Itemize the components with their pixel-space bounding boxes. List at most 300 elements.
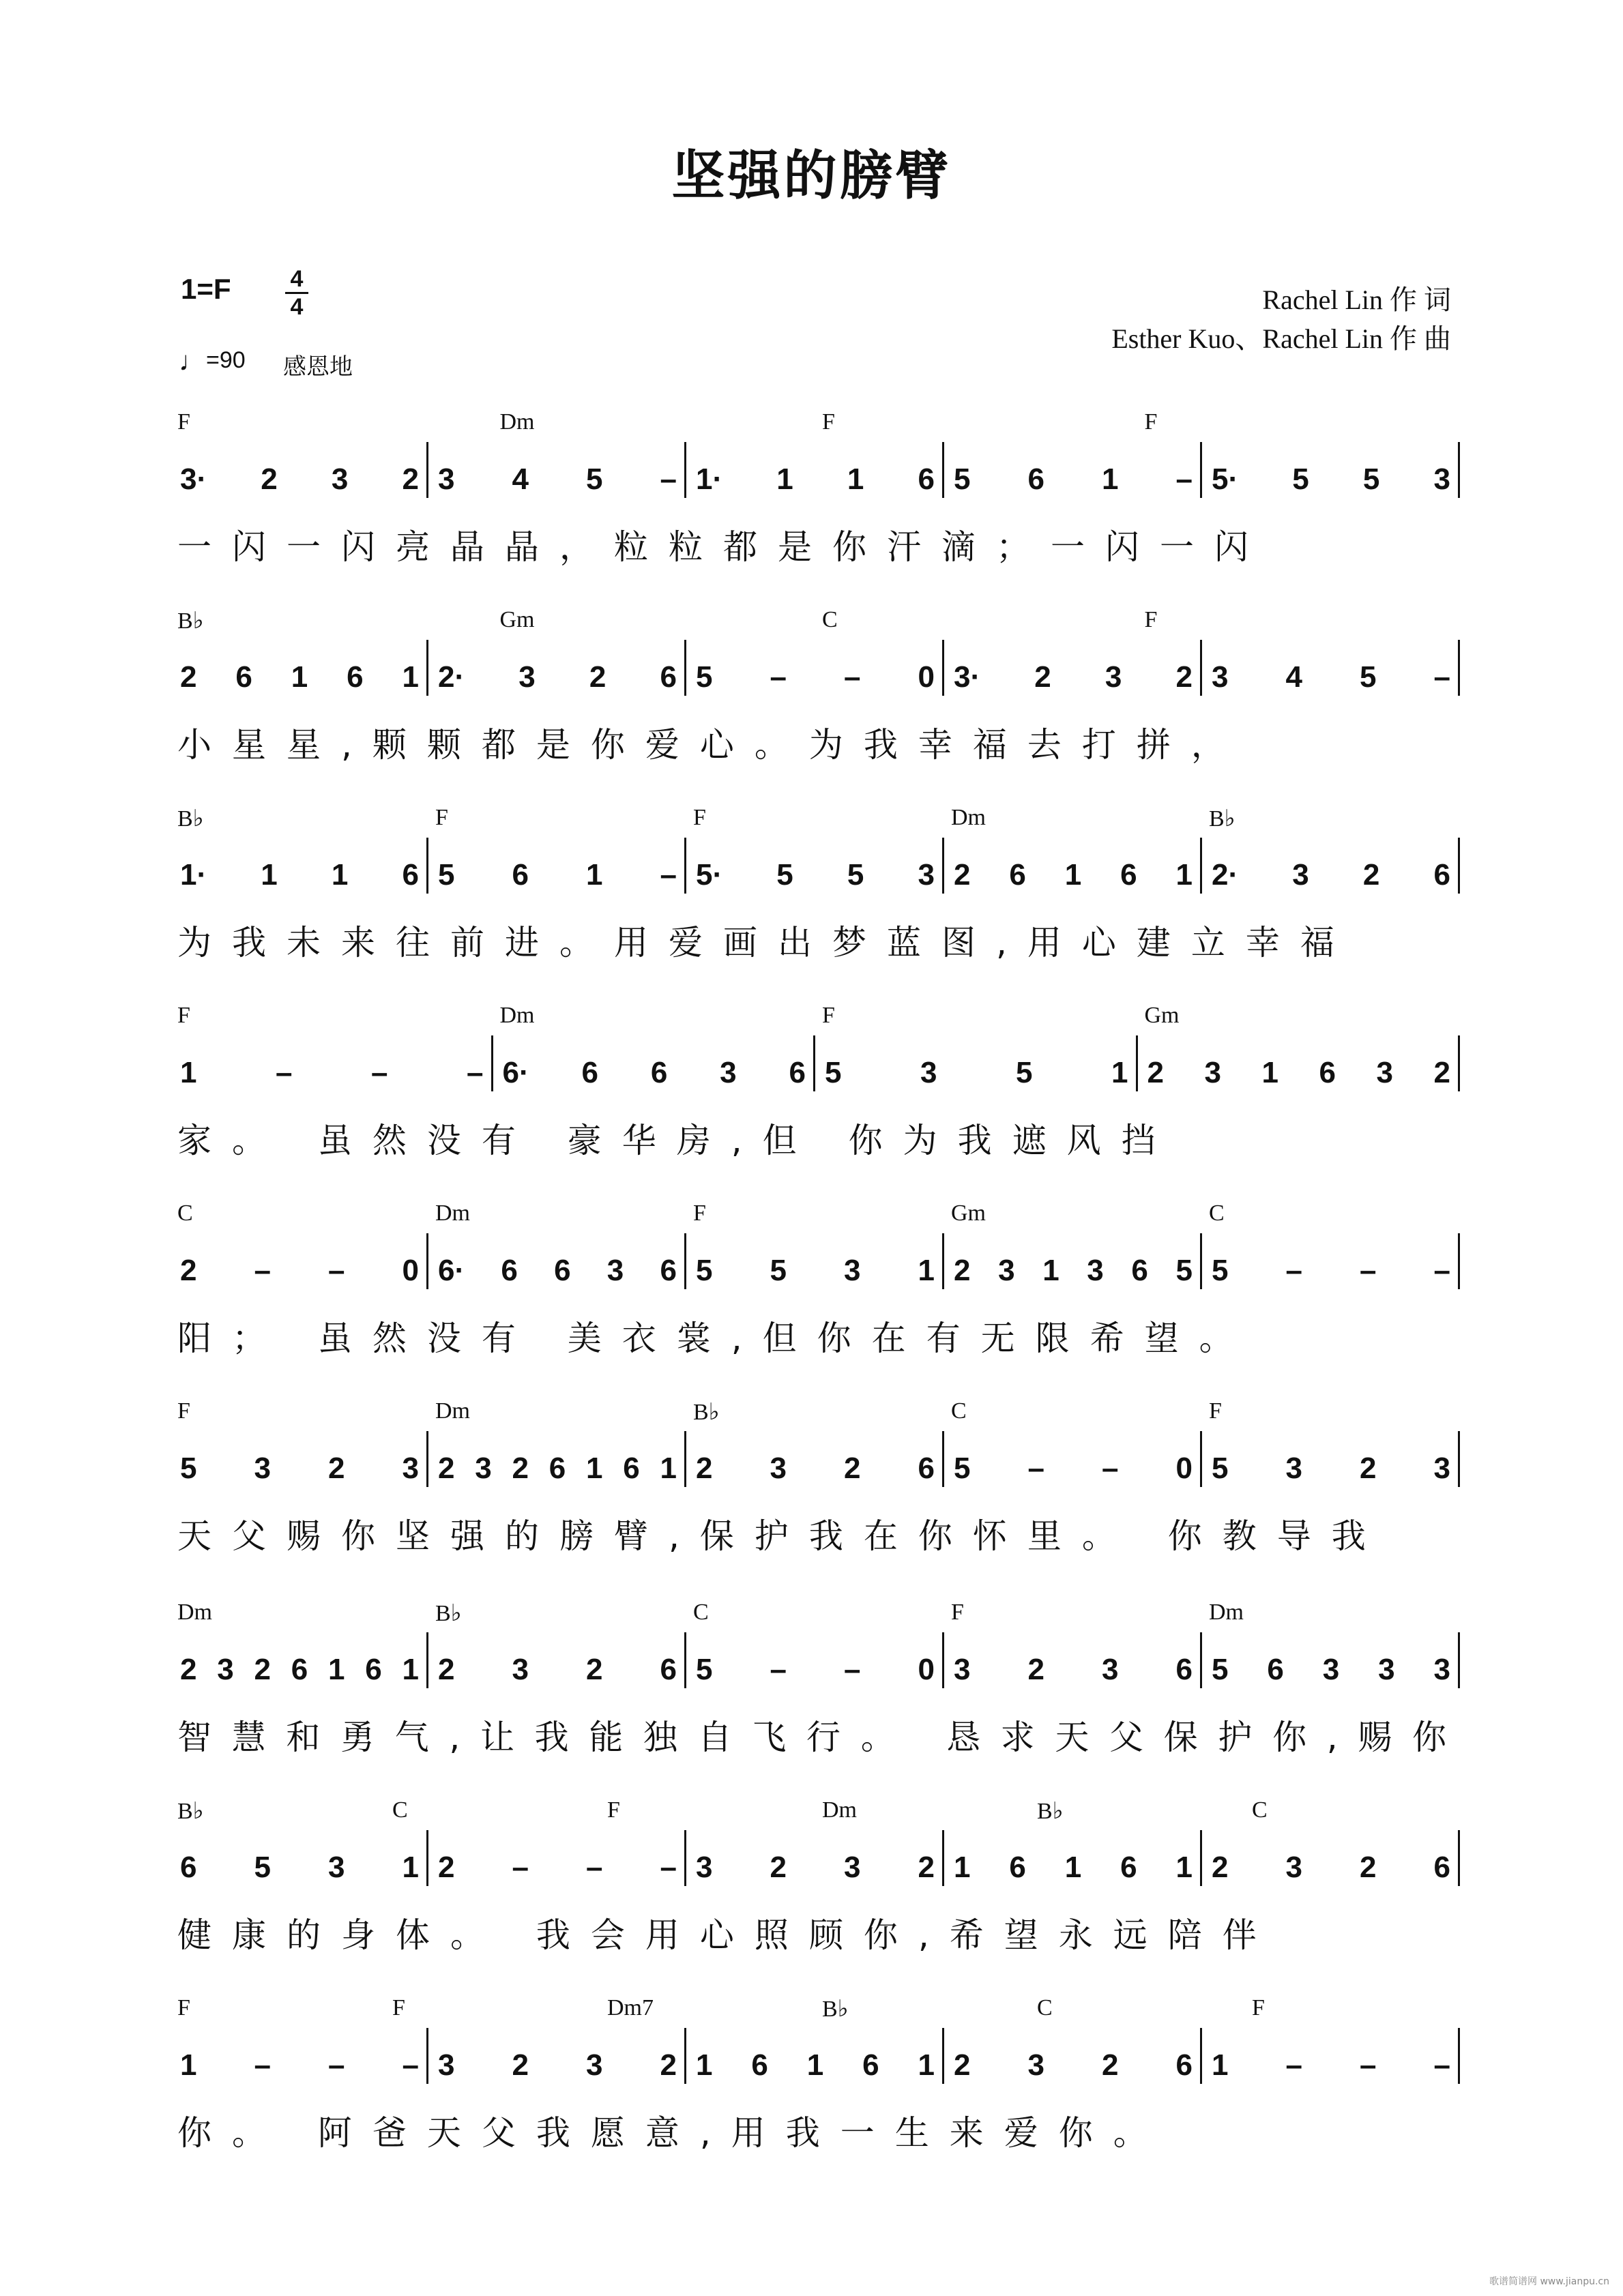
measure xyxy=(1212,660,1450,694)
measure xyxy=(954,1254,1193,1288)
chord-symbol: B♭ xyxy=(822,1997,849,2022)
note: 3 xyxy=(217,1653,234,1686)
note: 3 xyxy=(844,1254,861,1287)
note: 6 xyxy=(1120,858,1137,892)
lyrics-line: 健康的身体。 我会用心照顾你,希望永远陪伴 xyxy=(177,1915,1277,1955)
note: 1 xyxy=(806,2048,824,2082)
note: 2 xyxy=(402,462,419,496)
barline xyxy=(1200,1233,1202,1289)
measure xyxy=(696,660,935,694)
note: – xyxy=(844,660,861,694)
barline xyxy=(1136,1035,1138,1091)
chord-symbol: B♭ xyxy=(177,806,204,831)
measure xyxy=(1212,1452,1450,1486)
note: 2 xyxy=(512,2048,529,2082)
measure xyxy=(438,1653,677,1687)
note: 6 xyxy=(789,1056,806,1089)
note: 6 xyxy=(235,660,252,694)
note: – xyxy=(1360,1254,1377,1287)
chord-symbol: Gm xyxy=(951,1201,986,1226)
note: 2 xyxy=(1175,660,1193,694)
note: 6 xyxy=(1319,1056,1336,1089)
note: 0 xyxy=(402,1254,419,1287)
note: 6 xyxy=(918,1452,935,1485)
time-signature-bottom: 4 xyxy=(290,294,304,320)
note: 5 xyxy=(776,858,793,892)
barline xyxy=(942,640,944,696)
measure xyxy=(954,660,1193,694)
measure xyxy=(954,1851,1193,1885)
note: 3 xyxy=(331,462,349,496)
note: 2 xyxy=(954,2048,971,2082)
note: 1 xyxy=(328,1653,345,1686)
measure xyxy=(1147,1056,1451,1090)
note: 3 xyxy=(254,1452,271,1485)
measure xyxy=(503,1056,806,1090)
note: 3 xyxy=(1433,1452,1450,1485)
expression-marking: 感恩地 xyxy=(283,353,353,381)
measure xyxy=(1212,462,1450,497)
barline xyxy=(1458,838,1460,894)
note: 2 xyxy=(438,1653,455,1686)
note: 5 xyxy=(1292,462,1309,496)
measure xyxy=(825,1056,1128,1090)
measure xyxy=(696,1653,935,1687)
note: – xyxy=(660,858,677,892)
note: 5· xyxy=(1212,462,1239,496)
note: 6 xyxy=(347,660,364,694)
note: 6 xyxy=(650,1056,668,1089)
chord-symbol: B♭ xyxy=(693,1400,720,1425)
chord-symbol: C xyxy=(1252,1797,1268,1823)
note: 1 xyxy=(180,2048,197,2082)
chord-symbol: Dm xyxy=(177,1600,212,1625)
music-system xyxy=(171,1201,1467,1398)
note: – xyxy=(254,2048,271,2082)
note: 0 xyxy=(918,1653,935,1686)
note: 1 xyxy=(1111,1056,1128,1089)
barline xyxy=(684,838,686,894)
music-system xyxy=(171,1995,1467,2193)
note: 3 xyxy=(1433,1653,1450,1686)
note: 3 xyxy=(475,1452,492,1485)
measure xyxy=(954,858,1193,892)
note: – xyxy=(512,1851,529,1884)
note: 4 xyxy=(1285,660,1302,694)
measure xyxy=(696,462,935,497)
note: 2 xyxy=(954,1254,971,1287)
note: 3 xyxy=(1204,1056,1221,1089)
chord-symbol: B♭ xyxy=(177,1799,204,1824)
barline xyxy=(491,1035,493,1091)
note: 3 xyxy=(1027,2048,1044,2082)
note: 6 xyxy=(1131,1254,1148,1287)
note: – xyxy=(1027,1452,1044,1485)
chord-symbol: F xyxy=(607,1797,620,1823)
chord-symbol: B♭ xyxy=(1209,806,1235,831)
note: 3 xyxy=(512,1653,529,1686)
note: 2 xyxy=(1360,1452,1377,1485)
note: – xyxy=(328,1254,345,1287)
note: 6 xyxy=(862,2048,879,2082)
note: 3 xyxy=(402,1452,419,1485)
note: 1 xyxy=(1064,1851,1082,1884)
lyrics-line: 一闪一闪亮晶晶，粒粒都是你汗滴；一闪一闪 xyxy=(177,527,1269,567)
measure xyxy=(696,858,935,892)
barline xyxy=(1200,1632,1202,1688)
note: 6 xyxy=(291,1653,308,1686)
barline xyxy=(1200,1830,1202,1886)
note: 6 xyxy=(1175,2048,1193,2082)
note: 1 xyxy=(1102,462,1119,496)
chord-symbol: B♭ xyxy=(1037,1799,1064,1824)
note: – xyxy=(660,1851,677,1884)
note: 2 xyxy=(1362,858,1380,892)
measure xyxy=(438,1851,677,1885)
note: 5 xyxy=(1212,1254,1229,1287)
quarter-note-icon: ♩ xyxy=(179,347,206,377)
chord-symbol: F xyxy=(177,1995,190,2020)
chord-symbol: F xyxy=(822,409,835,435)
note: 5 xyxy=(696,1254,713,1287)
note: – xyxy=(1433,660,1450,694)
barline xyxy=(942,1830,944,1886)
note: – xyxy=(371,1056,388,1089)
barline xyxy=(426,2028,428,2084)
measure xyxy=(438,1452,677,1486)
lyricist-credit: Rachel Lin 作 词 xyxy=(1262,284,1451,315)
chord-symbol: C xyxy=(392,1797,408,1823)
measure xyxy=(180,660,419,694)
measure xyxy=(180,1653,419,1687)
note: 1 xyxy=(586,1452,603,1485)
note: 6 xyxy=(549,1452,566,1485)
barline xyxy=(1458,442,1460,498)
chord-symbol: F xyxy=(1144,409,1158,435)
note: 5 xyxy=(1362,462,1380,496)
note: 0 xyxy=(918,660,935,694)
barline xyxy=(684,640,686,696)
note: 3 xyxy=(720,1056,737,1089)
note: 2 xyxy=(438,1452,455,1485)
barline xyxy=(1458,1431,1460,1487)
chord-symbol: F xyxy=(435,805,448,830)
note: – xyxy=(1285,1254,1302,1287)
music-system xyxy=(171,805,1467,1003)
note: 1 xyxy=(1064,858,1082,892)
measure xyxy=(180,2048,419,2082)
note: 2 xyxy=(1034,660,1051,694)
chord-symbol: F xyxy=(177,1398,190,1424)
barline xyxy=(426,1233,428,1289)
note: 3 xyxy=(920,1056,937,1089)
tempo-marking xyxy=(179,347,246,377)
note: 1 xyxy=(660,1452,677,1485)
note: 2· xyxy=(438,660,465,694)
note: 6 xyxy=(501,1254,518,1287)
note: 1 xyxy=(847,462,864,496)
chord-symbol: Gm xyxy=(1144,1003,1180,1028)
barline xyxy=(942,442,944,498)
chord-symbol: F xyxy=(693,805,706,830)
note: 1 xyxy=(402,1653,419,1686)
time-signature-top: 4 xyxy=(290,266,304,292)
note: 6 xyxy=(1433,858,1450,892)
note: 1 xyxy=(586,858,603,892)
lyrics-line: 阳； 虽然没有 美衣裳,但你在有无限希望。 xyxy=(177,1319,1254,1358)
barline xyxy=(1458,1035,1460,1091)
chord-symbol: Dm xyxy=(1209,1600,1244,1625)
chord-symbol: Dm xyxy=(822,1797,857,1823)
page-title: 坚强的膀臂 xyxy=(671,145,952,207)
note: 1 xyxy=(1042,1254,1059,1287)
note: 3 xyxy=(1433,462,1450,496)
note: 3 xyxy=(438,2048,455,2082)
note: 3 xyxy=(954,1653,971,1686)
music-system xyxy=(171,409,1467,607)
note: 3 xyxy=(1285,1851,1302,1884)
note: 2 xyxy=(696,1452,713,1485)
measure xyxy=(1212,1851,1450,1885)
note: 3 xyxy=(1292,858,1309,892)
note: 3 xyxy=(438,462,455,496)
note: 1 xyxy=(402,1851,419,1884)
barline xyxy=(942,2028,944,2084)
music-system xyxy=(171,607,1467,805)
measure xyxy=(696,1851,935,1885)
chord-symbol: B♭ xyxy=(435,1601,462,1626)
note: 6 xyxy=(365,1653,382,1686)
note: 5 xyxy=(1212,1653,1229,1686)
music-system xyxy=(171,1600,1467,1797)
barline xyxy=(426,838,428,894)
chord-symbol: F xyxy=(951,1600,964,1625)
note: 5 xyxy=(825,1056,842,1089)
measure xyxy=(696,2048,935,2082)
note: 2 xyxy=(438,1851,455,1884)
note: 1 xyxy=(291,660,308,694)
note: 5 xyxy=(1212,1452,1229,1485)
note: – xyxy=(402,2048,419,2082)
note: 2 xyxy=(180,1254,197,1287)
barline xyxy=(813,1035,815,1091)
note: 3 xyxy=(518,660,536,694)
barline xyxy=(1458,640,1460,696)
note: 5 xyxy=(847,858,864,892)
note: 6 xyxy=(751,2048,768,2082)
note: 6 xyxy=(402,858,419,892)
measure xyxy=(438,1254,677,1288)
note: 5 xyxy=(696,660,713,694)
measure xyxy=(438,660,677,694)
chord-symbol: Dm7 xyxy=(607,1995,654,2020)
barline xyxy=(1458,1830,1460,1886)
note: 3 xyxy=(696,1851,713,1884)
note: 5 xyxy=(696,1653,713,1686)
note: 6 xyxy=(1027,462,1044,496)
note: 2 xyxy=(328,1452,345,1485)
barline xyxy=(942,1632,944,1688)
measure xyxy=(180,1254,419,1288)
note: 0 xyxy=(1175,1452,1193,1485)
measure xyxy=(1212,858,1450,892)
barline xyxy=(942,838,944,894)
note: 2 xyxy=(660,2048,677,2082)
note: – xyxy=(770,660,787,694)
lyrics-line: 你。 阿爸天父我愿意,用我一生来爱你。 xyxy=(177,2113,1168,2153)
note: 6 xyxy=(180,1851,197,1884)
barline xyxy=(426,640,428,696)
chord-symbol: Dm xyxy=(435,1398,470,1424)
note: 3 xyxy=(1285,1452,1302,1485)
note: 2 xyxy=(918,1851,935,1884)
tempo-value: =90 xyxy=(206,347,246,373)
note: 1 xyxy=(402,660,419,694)
barline xyxy=(684,1431,686,1487)
note: 2 xyxy=(1360,1851,1377,1884)
barline xyxy=(942,1233,944,1289)
measure xyxy=(180,1056,484,1090)
note: – xyxy=(844,1653,861,1686)
note: 2 xyxy=(254,1653,271,1686)
note: 2 xyxy=(844,1452,861,1485)
note: 6 xyxy=(1009,1851,1026,1884)
chord-symbol: C xyxy=(177,1201,193,1226)
note: 6 xyxy=(623,1452,640,1485)
note: 5 xyxy=(254,1851,271,1884)
note: 6 xyxy=(512,858,529,892)
barline xyxy=(426,442,428,498)
barline xyxy=(942,1431,944,1487)
note: 2 xyxy=(261,462,278,496)
measure xyxy=(180,1851,419,1885)
note: 1 xyxy=(331,858,349,892)
note: 6 xyxy=(554,1254,571,1287)
measure xyxy=(696,1254,935,1288)
measure xyxy=(954,462,1193,497)
chord-symbol: C xyxy=(1209,1201,1225,1226)
note: – xyxy=(328,2048,345,2082)
chord-symbol: F xyxy=(1209,1398,1222,1424)
note: 6 xyxy=(1120,1851,1137,1884)
note: – xyxy=(1433,2048,1450,2082)
barline xyxy=(684,1830,686,1886)
note: 6 xyxy=(918,462,935,496)
note: 3 xyxy=(606,1254,624,1287)
barline xyxy=(684,442,686,498)
note: 5 xyxy=(438,858,455,892)
measure xyxy=(180,1452,419,1486)
barline xyxy=(684,1632,686,1688)
note: 2 xyxy=(1147,1056,1164,1089)
measure xyxy=(180,858,419,892)
note: 3 xyxy=(844,1851,861,1884)
note: 3 xyxy=(586,2048,603,2082)
note: 3 xyxy=(770,1452,787,1485)
chord-symbol: C xyxy=(693,1600,709,1625)
note: – xyxy=(467,1056,484,1089)
chord-symbol: B♭ xyxy=(177,608,204,634)
lyrics-line: 家。 虽然没有 豪华房,但 你为我遮风挡 xyxy=(177,1121,1176,1160)
lyrics-line: 小星星,颗颗都是你爱心。为我幸福去打拼， xyxy=(177,725,1246,765)
watermark: 歌谱简谱网 www.jianpu.cn xyxy=(1489,2276,1609,2287)
chord-symbol: Dm xyxy=(435,1201,470,1226)
note: 6· xyxy=(438,1254,465,1287)
note: 3· xyxy=(954,660,981,694)
note: 3 xyxy=(1102,1653,1119,1686)
barline xyxy=(1200,1431,1202,1487)
barline xyxy=(1200,442,1202,498)
lyrics-line: 智慧和勇气,让我能独自飞行。 恳求天父保护你,赐你 xyxy=(177,1718,1467,1757)
barline xyxy=(1458,1632,1460,1688)
note: – xyxy=(1102,1452,1119,1485)
note: 3 xyxy=(998,1254,1015,1287)
note: 5 xyxy=(586,462,603,496)
composer-credit: Esther Kuo、Rachel Lin 作 曲 xyxy=(1111,323,1451,354)
chord-symbol: F xyxy=(392,1995,405,2020)
music-system xyxy=(171,1398,1467,1596)
barline xyxy=(1200,640,1202,696)
note: 5 xyxy=(770,1254,787,1287)
measure xyxy=(180,462,419,497)
note: 3 xyxy=(1212,660,1229,694)
chord-symbol: C xyxy=(951,1398,967,1424)
note: 1 xyxy=(696,2048,713,2082)
note: 2 xyxy=(954,858,971,892)
music-system xyxy=(171,1003,1467,1201)
note: 4 xyxy=(512,462,529,496)
measure xyxy=(954,1653,1193,1687)
measure xyxy=(954,2048,1193,2082)
note: 1 xyxy=(776,462,793,496)
note: 2 xyxy=(1102,2048,1119,2082)
note: 1 xyxy=(1175,1851,1193,1884)
barline xyxy=(426,1830,428,1886)
chord-symbol: F xyxy=(693,1201,706,1226)
note: – xyxy=(1285,2048,1302,2082)
note: – xyxy=(276,1056,293,1089)
note: 1 xyxy=(1212,2048,1229,2082)
note: 5 xyxy=(954,462,971,496)
measure xyxy=(438,2048,677,2082)
note: 1 xyxy=(918,1254,935,1287)
note: 2 xyxy=(180,1653,197,1686)
chord-symbol: F xyxy=(177,409,190,435)
note: 2 xyxy=(1212,1851,1229,1884)
note: – xyxy=(586,1851,603,1884)
barline xyxy=(426,1632,428,1688)
note: 3 xyxy=(1376,1056,1393,1089)
measure xyxy=(1212,1254,1450,1288)
lyrics-line: 为我未来往前进。用爱画出梦蓝图,用心建立幸福 xyxy=(177,923,1355,962)
barline xyxy=(1458,2028,1460,2084)
music-system xyxy=(171,1797,1467,1995)
note: 3 xyxy=(328,1851,345,1884)
note: 1· xyxy=(696,462,723,496)
note: 1· xyxy=(180,858,207,892)
chord-symbol: C xyxy=(1037,1995,1053,2020)
note: 2 xyxy=(1027,1653,1044,1686)
chord-symbol: F xyxy=(1144,607,1158,632)
measure xyxy=(954,1452,1193,1486)
chord-symbol: Dm xyxy=(499,1003,535,1028)
note: 6 xyxy=(581,1056,598,1089)
note: 1 xyxy=(180,1056,197,1089)
chord-symbol: Dm xyxy=(951,805,986,830)
note: 5· xyxy=(696,858,723,892)
barline xyxy=(426,1431,428,1487)
note: 5 xyxy=(1175,1254,1193,1287)
